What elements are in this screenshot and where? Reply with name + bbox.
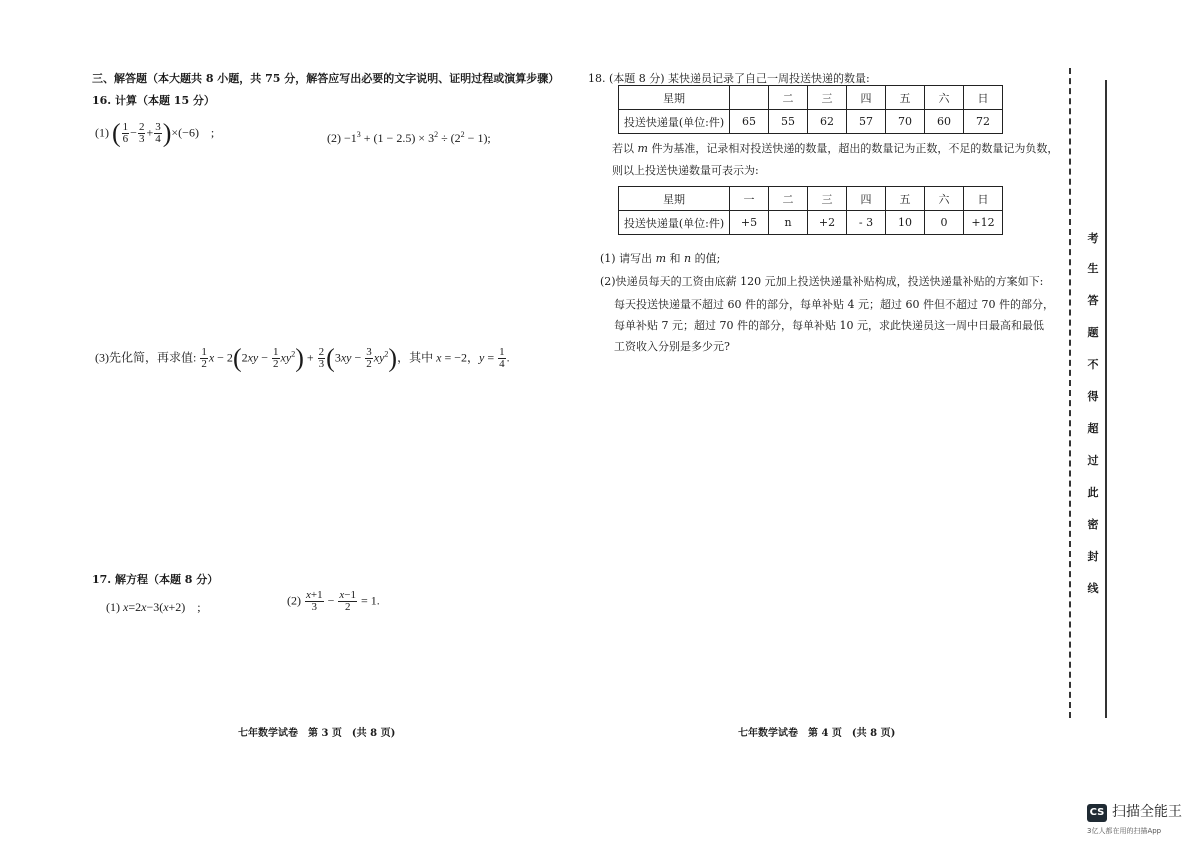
q18-sub-2-line-1: (2)快递员每天的工资由底薪 120 元加上投送快递量补贴构成，投送快递量补贴的方案如下:	[600, 275, 1044, 288]
t2-header-4: 四	[847, 187, 886, 211]
q16-3-expression: (3)先化简，再求值: $\frac{1}{2}$ x − 2(2xy − $\frac{1}{2}$ $xy^2$) + $\frac{2}{3}$ (3xy − $\frac{3}{2}$ $xy^2$)，其中 x = −2，y = $\frac{1}{4}$ .	[95, 343, 510, 373]
watermark-name: 扫描全能王	[1112, 804, 1182, 820]
seal-char: 超	[1087, 422, 1099, 435]
t2-header-2: 二	[769, 187, 808, 211]
q18-paragraph-2: 则以上投送快递数量可表示为:	[612, 164, 759, 177]
seal-char: 密	[1087, 518, 1099, 531]
t2-value: - 3	[847, 211, 886, 235]
t1-header-4: 四	[847, 86, 886, 110]
camscanner-logo-icon: CS	[1087, 804, 1107, 822]
q18-sub-2-line-4: 工资收入分别是多少元?	[614, 340, 730, 353]
seal-dashed-line	[1069, 68, 1071, 718]
t2-value: +2	[808, 211, 847, 235]
t2-header-3: 三	[808, 187, 847, 211]
delivery-table-1	[618, 85, 1003, 134]
t1-value: 57	[847, 110, 886, 134]
seal-char: 此	[1087, 486, 1099, 499]
q18-sub-1: (1) 请写出 m 和 n 的值;	[600, 252, 721, 265]
t2-value: n	[769, 211, 808, 235]
q17-2-equation: (2) $\frac{x+1}{3}$ − $\frac{x-1}{2}$ = 1.	[287, 589, 380, 613]
seal-char: 考	[1087, 232, 1099, 245]
q16-1-expression: (1) ( $\frac{1}{6}$ − $\frac{2}{3}$ + $\frac{3}{4}$ )×(−6) ;	[95, 118, 215, 148]
t1-header-5: 五	[886, 86, 925, 110]
section-title: 三、解答题（本大题共 8 小题，共 75 分，解答应写出必要的文字说明、证明过程或演算步骤）	[92, 72, 560, 85]
t1-header-1	[730, 86, 769, 110]
q17-1-equation: (1) x=2x−3(x+2) ;	[106, 600, 201, 614]
seal-char: 答	[1087, 294, 1099, 307]
seal-solid-line	[1105, 80, 1107, 718]
t2-value: 0	[925, 211, 964, 235]
t1-value: 60	[925, 110, 964, 134]
t1-value: 55	[769, 110, 808, 134]
q16-title: 16. 计算（本题 15 分）	[92, 94, 215, 107]
seal-char: 不	[1087, 358, 1099, 371]
seal-char: 题	[1087, 326, 1099, 339]
t1-value: 70	[886, 110, 925, 134]
t1-value: 62	[808, 110, 847, 134]
seal-char: 生	[1087, 262, 1099, 275]
t2-header-1: 一	[730, 187, 769, 211]
t1-header-2: 二	[769, 86, 808, 110]
seal-char: 线	[1087, 582, 1099, 595]
footer-page-4: 七年数学试卷 第 4 页 (共 8 页)	[738, 728, 896, 739]
watermark-subtitle: 3亿人都在用的扫描App	[1087, 827, 1162, 835]
q18-paragraph-1: 若以 m 件为基准，记录相对投送快递的数量，超出的数量记为正数，不足的数量记为负数，	[612, 142, 1059, 155]
t1-header-7: 日	[964, 86, 1003, 110]
t2-header-7: 日	[964, 187, 1003, 211]
t1-header-6: 六	[925, 86, 964, 110]
t1-header-3: 三	[808, 86, 847, 110]
t2-row-label: 投送快递量(单位:件)	[619, 211, 730, 235]
t2-header-6: 六	[925, 187, 964, 211]
t2-header-0: 星期	[619, 187, 730, 211]
seal-char: 封	[1087, 550, 1099, 563]
t2-value: 10	[886, 211, 925, 235]
q18-sub-2-line-3: 每单补贴 7 元；超过 70 件的部分，每单补贴 10 元，求此快递员这一周中日最高和最低	[614, 319, 1044, 332]
t1-row-label: 投送快递量(单位:件)	[619, 110, 730, 134]
seal-char: 过	[1087, 454, 1099, 467]
delivery-table-2	[618, 186, 1003, 235]
t2-value: +5	[730, 211, 769, 235]
q16-2-expression: $(2) -1^3 + (1 - 2.5) \times 3^2 \div (2^2 - 1)$;	[327, 130, 491, 145]
q18-sub-2-line-2: 每天投送快递量不超过 60 件的部分，每单补贴 4 元；超过 60 件但不超过 70 件的部分，	[614, 298, 1054, 311]
t2-value: +12	[964, 211, 1003, 235]
seal-char: 得	[1087, 390, 1099, 403]
footer-page-3: 七年数学试卷 第 3 页 (共 8 页)	[238, 728, 396, 739]
t1-value: 72	[964, 110, 1003, 134]
t2-header-5: 五	[886, 187, 925, 211]
t1-header-0: 星期	[619, 86, 730, 110]
q17-title: 17. 解方程（本题 8 分）	[92, 573, 219, 586]
q18-title: 18. (本题 8 分) 某快递员记录了自己一周投送快递的数量:	[588, 72, 870, 85]
t1-value: 65	[730, 110, 769, 134]
